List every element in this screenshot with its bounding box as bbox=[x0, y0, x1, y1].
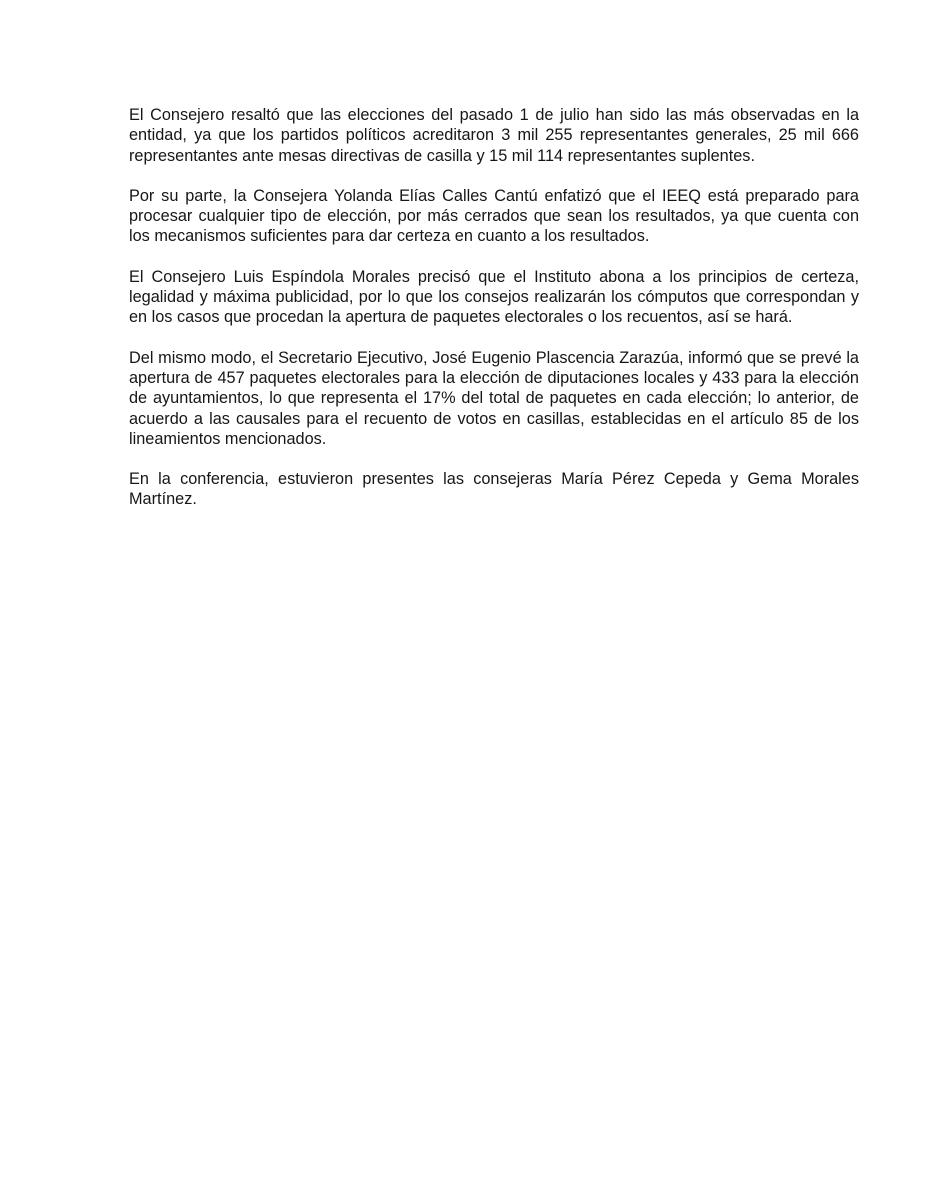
paragraph-secretario-ejecutivo: Del mismo modo, el Secretario Ejecutivo, José Eugenio Plascencia Zarazúa, informó que se prevé la apertura de 457 paquetes electorales para la elección de diputaciones locales y 433 para la elección de ayuntamientos, lo que representa el 17% del total de paquetes en cada elección; lo anterior, de acuerdo a las causales para el recuento de votos en casillas, establecidas en el artículo 85 de los lineamientos mencionados. bbox=[129, 348, 859, 448]
paragraph-consejero-observadas: El Consejero resaltó que las elecciones del pasado 1 de julio han sido las más observadas en la entidad, ya que los partidos políticos acreditaron 3 mil 255 representantes generales, 25 mil 666 representantes ante mesas directivas de casilla y 15 mil 114 representantes suplentes. bbox=[129, 106, 859, 165]
paragraph-consejera-ieeq: Por su parte, la Consejera Yolanda Elías Calles Cantú enfatizó que el IEEQ está preparado para procesar cualquier tipo de elección, por más cerrados que sean los resultados, ya que cuenta con los mecanismos suficientes para dar certeza en cuanto a los resultados. bbox=[129, 186, 859, 246]
paragraph-consejero-espindola: El Consejero Luis Espíndola Morales precisó que el Instituto abona a los principios de certeza, legalidad y máxima publicidad, por lo que los consejos realizarán los cómputos que correspondan y en los casos que procedan la apertura de paquetes electorales o los recuentos, así se hará. bbox=[129, 267, 859, 327]
paragraph-conferencia: En la conferencia, estuvieron presentes las consejeras María Pérez Cepeda y Gema Morales Martínez. bbox=[129, 470, 859, 509]
document-body bbox=[129, 105, 859, 530]
